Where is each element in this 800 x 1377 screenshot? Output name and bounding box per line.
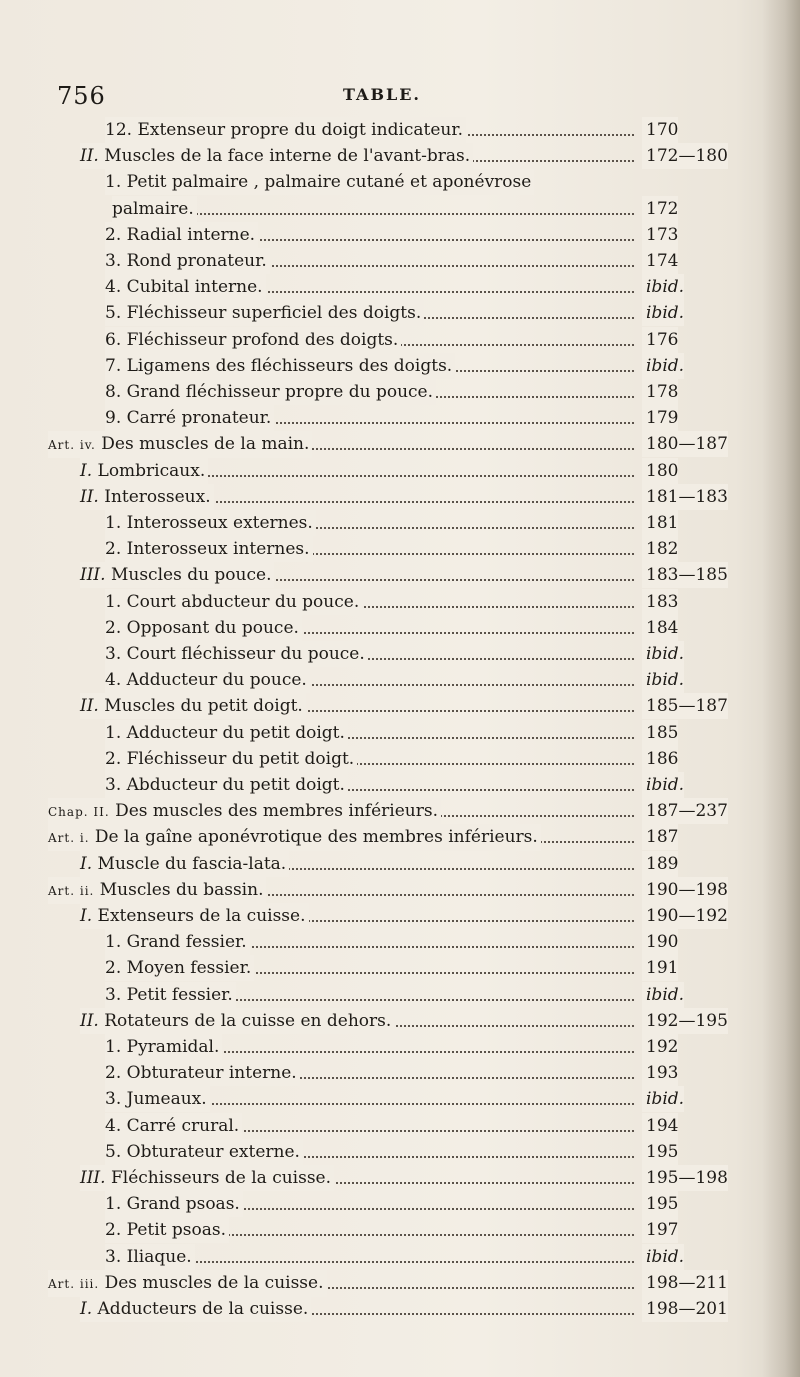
entry-number: 2. <box>105 224 122 245</box>
toc-entry <box>0 1060 800 1086</box>
entry-title: Grand psoas. <box>126 1194 240 1215</box>
toc-entry <box>0 746 800 772</box>
entry-page: 189 <box>642 851 678 877</box>
entry-number: 3. <box>105 1089 122 1110</box>
entry-page: 170 <box>642 117 678 143</box>
toc-entry <box>0 143 800 169</box>
entry-page: ibid. <box>642 300 684 326</box>
toc-entry <box>0 1165 800 1191</box>
entry-title: Carré pronateur. <box>126 408 272 429</box>
page-number: 756 <box>57 82 106 110</box>
toc-entry <box>0 615 800 641</box>
entry-page: 195 <box>642 1191 678 1217</box>
toc-entry-label <box>105 300 424 326</box>
entry-number: III. <box>80 1168 106 1188</box>
entry-number: I. <box>80 906 93 926</box>
entry-title: Interosseux externes. <box>126 513 313 533</box>
toc-entry <box>0 300 800 326</box>
toc-entry <box>0 667 800 693</box>
entry-title: Petit psoas. <box>126 1220 226 1241</box>
entry-title: Carré crural. <box>126 1115 240 1136</box>
entry-number: 1. <box>105 722 122 743</box>
toc-entry <box>0 248 800 274</box>
toc-entry-label <box>80 562 274 588</box>
toc-entry <box>0 1191 800 1217</box>
toc-entry <box>0 562 800 588</box>
entry-page: 181 <box>642 510 678 536</box>
toc-entry-label <box>80 903 309 929</box>
entry-page: 191 <box>642 955 678 981</box>
entry-page: 195 <box>642 1139 678 1165</box>
toc-entry-label <box>105 1086 210 1112</box>
entry-title: Pyramidal. <box>126 1037 220 1057</box>
toc-entry <box>0 589 800 615</box>
toc-entry-label <box>105 327 401 353</box>
entry-number: 5. <box>105 1141 122 1162</box>
entry-page: 178 <box>642 379 678 405</box>
toc-entry <box>0 929 800 955</box>
entry-title: Muscles de la face interne de l'avant-bras. <box>104 146 471 167</box>
entry-title: Radial interne. <box>126 224 256 245</box>
entry-page: ibid. <box>642 641 684 667</box>
toc-entry <box>0 458 800 484</box>
entry-title: Des muscles de la cuisse. <box>104 1272 324 1293</box>
toc-entry <box>0 1034 800 1060</box>
entry-number: 4. <box>105 670 122 691</box>
toc-entry <box>0 327 800 353</box>
entry-number: 4. <box>105 1115 122 1136</box>
entry-title: Des muscles des membres inférieurs. <box>115 801 438 822</box>
toc-entry-label <box>105 746 357 772</box>
entry-page: 192—195 <box>642 1008 728 1034</box>
entry-title: Fléchisseur profond des doigts. <box>126 329 399 350</box>
toc-entry-label <box>105 955 254 981</box>
entry-title: Fléchisseur superficiel des doigts. <box>126 303 422 324</box>
entry-page: ibid. <box>642 274 684 300</box>
entry-page: 195—198 <box>642 1165 728 1191</box>
entry-number: Art. iii. <box>48 1276 100 1291</box>
toc-entry-label <box>105 772 348 798</box>
entry-page: 180 <box>642 458 678 484</box>
toc-entry-label <box>48 824 541 851</box>
toc-entry <box>0 431 800 457</box>
entry-page: ibid. <box>642 982 684 1008</box>
entry-page: 187 <box>642 824 678 850</box>
entry-number: 12. <box>105 120 133 140</box>
entry-number: III. <box>80 565 106 586</box>
entry-number: 5. <box>105 303 122 324</box>
toc-entry-label <box>80 143 473 169</box>
entry-page: ibid. <box>642 667 684 693</box>
toc-entry-label <box>105 1113 242 1139</box>
entry-title: Petit palmaire , palmaire cutané et aponévrose <box>126 172 532 193</box>
entry-page: 186 <box>642 746 678 772</box>
entry-title: Interosseux. <box>104 486 211 507</box>
entry-title: Grand fessier. <box>126 932 247 953</box>
entry-title: Interosseux internes. <box>126 539 310 560</box>
toc-entry <box>0 982 800 1008</box>
toc-entry <box>0 222 800 248</box>
entry-page: 184 <box>642 615 678 641</box>
toc-entry-label <box>105 222 258 248</box>
entry-page: 197 <box>642 1217 678 1243</box>
entry-number: 4. <box>105 277 122 298</box>
toc-entry <box>0 169 800 195</box>
entry-page: 180—187 <box>642 431 728 457</box>
entry-page: 181—183 <box>642 484 728 510</box>
toc-entry-label <box>105 720 348 746</box>
toc-entry <box>0 1139 800 1165</box>
toc-entry-label <box>80 693 306 719</box>
toc-entry-label <box>105 405 274 431</box>
entry-page: 183—185 <box>642 562 728 588</box>
entry-number: 1. <box>105 513 122 533</box>
entry-page: 187—237 <box>642 798 728 824</box>
entry-number: I. <box>80 1299 93 1319</box>
entry-number: 3. <box>105 1246 122 1267</box>
entry-title: Extenseur propre du doigt indicateur. <box>137 120 464 140</box>
toc-entry <box>0 693 800 719</box>
entry-page: 198—201 <box>642 1296 728 1322</box>
entry-page: 182 <box>642 536 678 562</box>
dot-leader <box>132 213 634 215</box>
entry-page: ibid. <box>642 1244 684 1270</box>
entry-title: Petit fessier. <box>126 984 233 1005</box>
entry-title: Adducteurs de la cuisse. <box>97 1299 309 1319</box>
toc-entry-label <box>105 589 362 615</box>
entry-page: ibid. <box>642 1086 684 1112</box>
entry-title: Muscle du fascia-lata. <box>97 853 287 874</box>
entry-page: 174 <box>642 248 678 274</box>
entry-number: I. <box>80 853 93 874</box>
toc-entry-label <box>112 196 197 222</box>
entry-number: 2. <box>105 539 122 560</box>
toc-entry <box>0 196 800 222</box>
entry-page: 173 <box>642 222 678 248</box>
entry-title: Obturateur externe. <box>126 1141 300 1162</box>
entry-title: Adducteur du petit doigt. <box>126 722 345 743</box>
entry-title: Iliaque. <box>126 1246 192 1267</box>
entry-title: Muscles du bassin. <box>99 879 264 900</box>
toc-entry <box>0 1244 800 1270</box>
running-title: TABLE. <box>343 85 421 104</box>
entry-title: De la gaîne aponévrotique des membres inférieurs. <box>94 827 538 848</box>
entry-number: Art. ii. <box>48 883 95 898</box>
entry-number: 1. <box>105 172 122 193</box>
toc-entry <box>0 720 800 746</box>
toc-entry <box>0 536 800 562</box>
entry-number: 2. <box>105 617 122 638</box>
toc-entry <box>0 1086 800 1112</box>
toc-entry <box>0 1270 800 1296</box>
toc-entry <box>0 353 800 379</box>
entry-page: 172—180 <box>642 143 728 169</box>
entry-number: 1. <box>105 932 122 953</box>
entry-title: Grand fléchisseur propre du pouce. <box>126 382 434 402</box>
toc-entry-label <box>80 484 214 510</box>
entry-page: 193 <box>642 1060 678 1086</box>
entry-title: Ligamens des fléchisseurs des doigts. <box>126 355 453 376</box>
entry-page: 192 <box>642 1034 678 1060</box>
entry-number: II. <box>80 696 99 717</box>
toc-entry <box>0 824 800 850</box>
toc-entry-label <box>48 1270 327 1297</box>
toc-entry-label <box>105 1060 300 1086</box>
entry-number: 8. <box>105 382 122 402</box>
toc-entry <box>0 903 800 929</box>
toc-entry <box>0 405 800 431</box>
entry-number: I. <box>80 460 93 481</box>
entry-title: Moyen fessier. <box>126 958 252 979</box>
toc-entry <box>0 510 800 536</box>
entry-page: 190—192 <box>642 903 728 929</box>
entry-title: palmaire. <box>112 198 194 219</box>
entry-number: Art. iv. <box>48 438 96 453</box>
toc-entry <box>0 274 800 300</box>
entry-title: Extenseurs de la cuisse. <box>97 906 306 926</box>
entry-title: Rond pronateur. <box>126 251 267 271</box>
toc-entry-label <box>105 667 310 693</box>
toc-entry <box>0 798 800 824</box>
toc-entry <box>0 1008 800 1034</box>
entry-page: 198—211 <box>642 1270 728 1296</box>
toc-entry-label <box>105 1191 243 1217</box>
entry-number: 2. <box>105 1063 122 1084</box>
entry-title: Obturateur interne. <box>126 1063 297 1084</box>
toc-entry-label <box>105 641 368 667</box>
toc-entry-label <box>105 248 270 274</box>
entry-number: 3. <box>105 644 122 664</box>
entry-page: 190 <box>642 929 678 955</box>
entry-title: Fléchisseur du petit doigt. <box>126 748 355 769</box>
toc-entry-label <box>105 169 534 195</box>
entry-page: 185—187 <box>642 693 728 719</box>
entry-number: 2. <box>105 958 122 979</box>
entry-title: Court fléchisseur du pouce. <box>126 644 365 664</box>
entry-page: 179 <box>642 405 678 431</box>
toc-entry-label <box>105 1034 222 1060</box>
toc-entry-label <box>105 510 316 536</box>
entry-number: II. <box>80 486 99 507</box>
toc-entry-label <box>80 1296 311 1322</box>
entry-number: 6. <box>105 329 122 350</box>
toc-entry-label <box>48 798 441 825</box>
toc-entry-label <box>105 1244 195 1270</box>
entry-number: 9. <box>105 408 122 429</box>
toc-entry-label <box>105 1217 229 1243</box>
toc-entry-label <box>80 458 208 484</box>
entry-number: 2. <box>105 1220 122 1241</box>
entry-page: 185 <box>642 720 678 746</box>
entry-title: Fléchisseurs de la cuisse. <box>110 1168 332 1188</box>
entry-number: 3. <box>105 775 122 795</box>
toc-entry <box>0 641 800 667</box>
entry-page: 172 <box>642 196 678 222</box>
entry-title: Court abducteur du pouce. <box>126 591 360 612</box>
toc-entry <box>0 877 800 903</box>
toc-entry-label <box>105 353 455 379</box>
toc-entry-label <box>105 615 302 641</box>
toc-entry-label <box>105 274 266 300</box>
entry-number: Art. i. <box>48 831 90 846</box>
entry-title: Muscles du pouce. <box>110 565 272 586</box>
entry-title: Abducteur du petit doigt. <box>126 775 345 795</box>
toc-entry-label <box>48 431 312 458</box>
toc-entry-label <box>105 929 250 955</box>
entry-number: 1. <box>105 1194 122 1215</box>
entry-number: 1. <box>105 1037 122 1057</box>
entry-title: Rotateurs de la cuisse en dehors. <box>104 1010 392 1031</box>
entry-number: 7. <box>105 355 122 376</box>
entry-number: 1. <box>105 591 122 612</box>
entry-page: 183 <box>642 589 678 615</box>
entry-title: Opposant du pouce. <box>126 617 299 638</box>
entry-title: Cubital interne. <box>126 277 263 298</box>
entry-title: Jumeaux. <box>126 1089 207 1110</box>
entry-page: 194 <box>642 1113 678 1139</box>
toc-entry-label <box>105 1139 303 1165</box>
toc-entry-label <box>105 536 313 562</box>
entry-number: II. <box>80 1010 99 1031</box>
entry-title: Adducteur du pouce. <box>126 670 307 691</box>
toc-entry-label <box>105 117 466 143</box>
entry-number: Chap. II. <box>48 805 110 820</box>
toc-entry <box>0 772 800 798</box>
toc-entry-label <box>80 851 289 877</box>
toc-entry <box>0 1217 800 1243</box>
toc-entry <box>0 379 800 405</box>
entry-title: Muscles du petit doigt. <box>104 696 303 717</box>
toc-entry <box>0 1113 800 1139</box>
toc-entry <box>0 117 800 143</box>
toc-entry-label <box>80 1165 334 1191</box>
toc-entry <box>0 484 800 510</box>
entry-title: Lombricaux. <box>97 460 206 481</box>
entry-page: 176 <box>642 327 678 353</box>
toc-entry-label <box>48 877 266 904</box>
entry-number: 2. <box>105 748 122 769</box>
entry-page: ibid. <box>642 772 684 798</box>
toc-entry-label <box>105 379 436 405</box>
entry-number: II. <box>80 146 99 167</box>
toc-entry <box>0 1296 800 1322</box>
toc-entry-label <box>105 982 236 1008</box>
entry-number: 3. <box>105 984 122 1005</box>
toc-entry <box>0 851 800 877</box>
toc-entry <box>0 955 800 981</box>
entry-number: 3. <box>105 251 122 271</box>
entry-page: 190—198 <box>642 877 728 903</box>
entry-title: Des muscles de la main. <box>101 434 310 455</box>
entry-page: ibid. <box>642 353 684 379</box>
dot-leader <box>125 1261 634 1263</box>
toc-entry-label <box>80 1008 394 1034</box>
